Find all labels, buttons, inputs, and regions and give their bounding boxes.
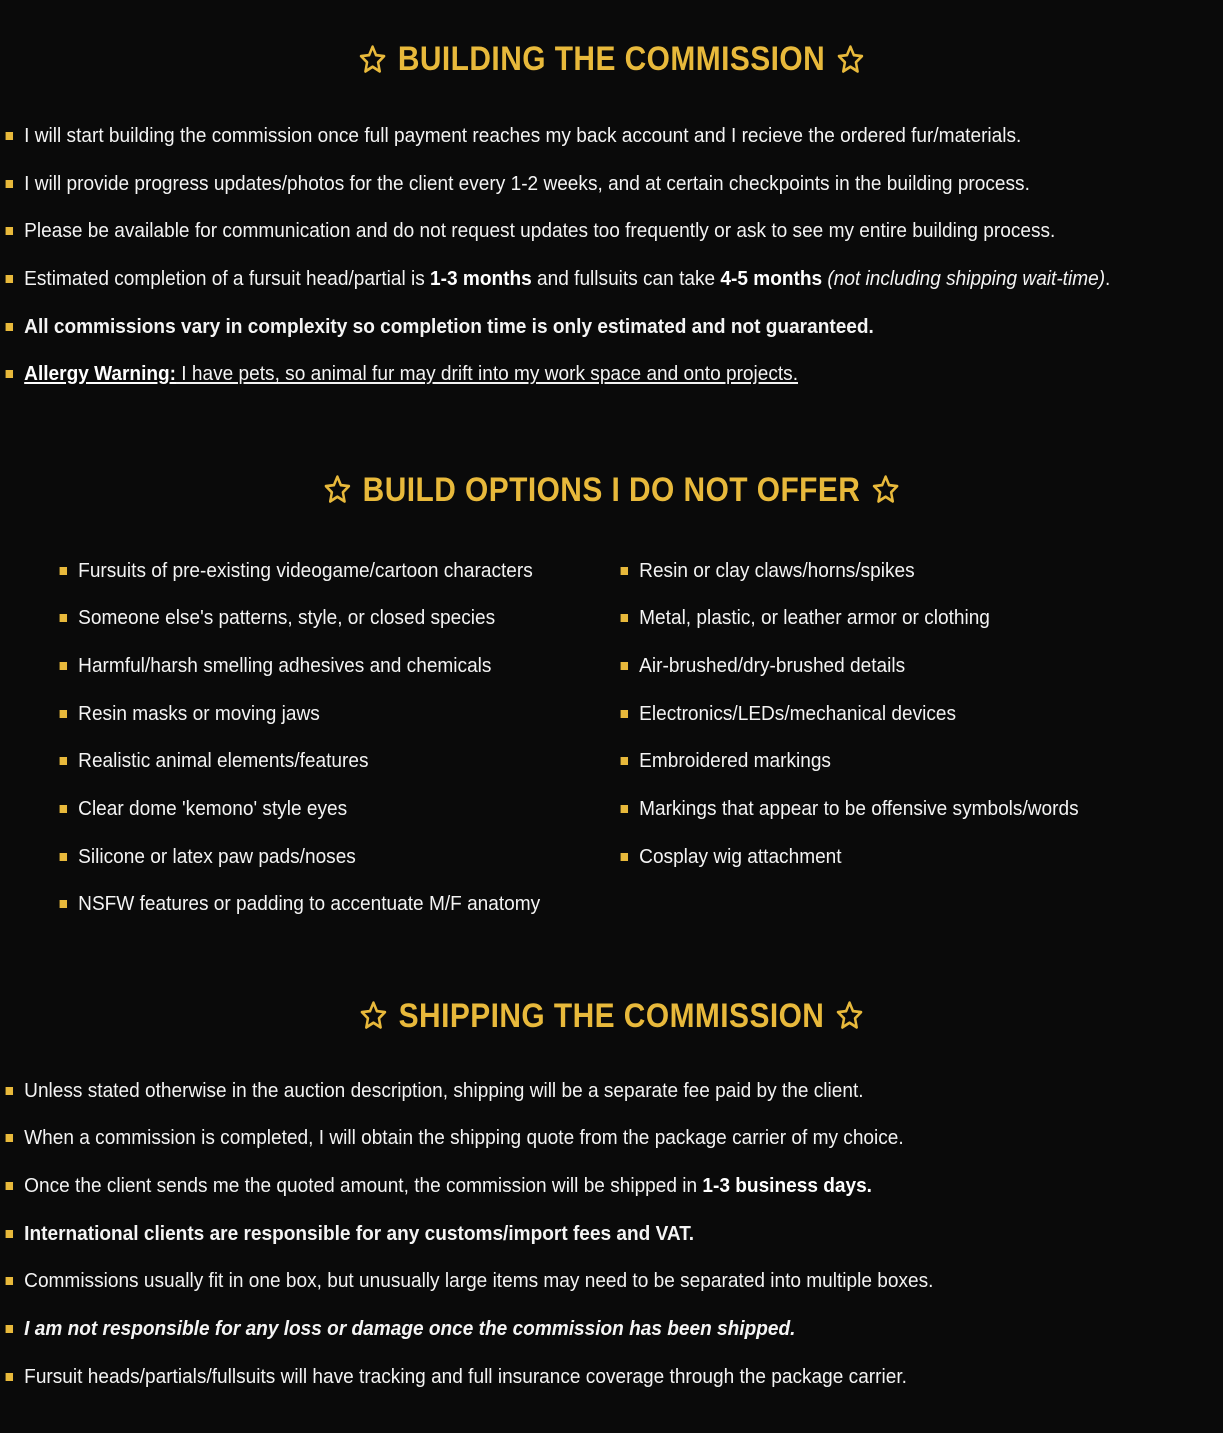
list-item: Someone else's patterns, style, or closed species (54, 605, 575, 631)
list-item: Metal, plastic, or leather armor or clothing (615, 605, 1136, 631)
list-item: International clients are responsible for any customs/import fees and VAT. (0, 1221, 1137, 1247)
section-heading-shipping (0, 939, 1223, 1078)
list-item: Commissions usually fit in one box, but unusually large items may need to be separated into multiple boxes. (0, 1268, 1137, 1294)
list-item: Electronics/LEDs/mechanical devices (615, 701, 1136, 727)
not-offered-left-list (54, 558, 615, 917)
list-item: Resin masks or moving jaws (54, 701, 575, 727)
section-heading-building (0, 0, 1223, 123)
list-item: I am not responsible for any loss or damage once the commission has been shipped. (0, 1316, 1137, 1342)
list-item: Realistic animal elements/features (54, 748, 575, 774)
list-item: All commissions vary in complexity so completion time is only estimated and not guaranteed. (0, 314, 1137, 340)
list-item: NSFW features or padding to accentuate M/F anatomy (54, 891, 575, 917)
list-item: Clear dome 'kemono' style eyes (54, 796, 575, 822)
not-offered-right-column (615, 558, 1176, 939)
list-item: Unless stated otherwise in the auction description, shipping will be a separate fee paid by the client. (0, 1078, 1137, 1104)
list-item: Markings that appear to be offensive symbols/words (615, 796, 1136, 822)
section-title: SHIPPING THE COMMISSION (398, 996, 825, 1035)
list-item: Fursuit heads/partials/fullsuits will have tracking and full insurance coverage through the package carrier. (0, 1364, 1137, 1390)
list-item: Embroidered markings (615, 748, 1136, 774)
list-item: Cosplay wig attachment (615, 844, 1136, 870)
not-offered-right-list (615, 558, 1176, 869)
star-icon (358, 999, 388, 1033)
star-icon (322, 473, 352, 507)
list-item: I will provide progress updates/photos for the client every 1-2 weeks, and at certain checkpoints in the building process. (0, 171, 1137, 197)
section-title: BUILDING THE COMMISSION (397, 40, 826, 78)
list-item: I will start building the commission once full payment reaches my back account and I recieve the ordered fur/materials. (0, 123, 1137, 149)
star-icon (357, 43, 387, 77)
star-icon (871, 473, 901, 507)
list-item: Estimated completion of a fursuit head/partial is 1-3 months and fullsuits can take 4-5 months (not including shipping wait-time). (0, 266, 1137, 292)
list-item: Fursuits of pre-existing videogame/cartoon characters (54, 558, 575, 584)
list-item: Silicone or latex paw pads/noses (54, 844, 575, 870)
list-item: Please be available for communication and do not request updates too frequently or ask to see my entire building process. (0, 218, 1137, 244)
section-title: BUILD OPTIONS I DO NOT OFFER (362, 470, 861, 509)
not-offered-columns (54, 558, 1175, 939)
list-item: Air-brushed/dry-brushed details (615, 653, 1136, 679)
list-item: Harmful/harsh smelling adhesives and chemicals (54, 653, 575, 679)
list-item: Once the client sends me the quoted amount, the commission will be shipped in 1-3 business days. (0, 1173, 1137, 1199)
not-offered-left-column (54, 558, 615, 939)
section-heading-not-offered (0, 409, 1223, 558)
star-icon (835, 999, 865, 1033)
list-item: Allergy Warning: I have pets, so animal fur may drift into my work space and onto projects. (0, 361, 1137, 387)
list-item: When a commission is completed, I will obtain the shipping quote from the package carrier of my choice. (0, 1125, 1137, 1151)
building-list (0, 123, 1223, 387)
shipping-list (0, 1078, 1223, 1389)
list-item: Resin or clay claws/horns/spikes (615, 558, 1136, 584)
star-icon (836, 43, 866, 77)
